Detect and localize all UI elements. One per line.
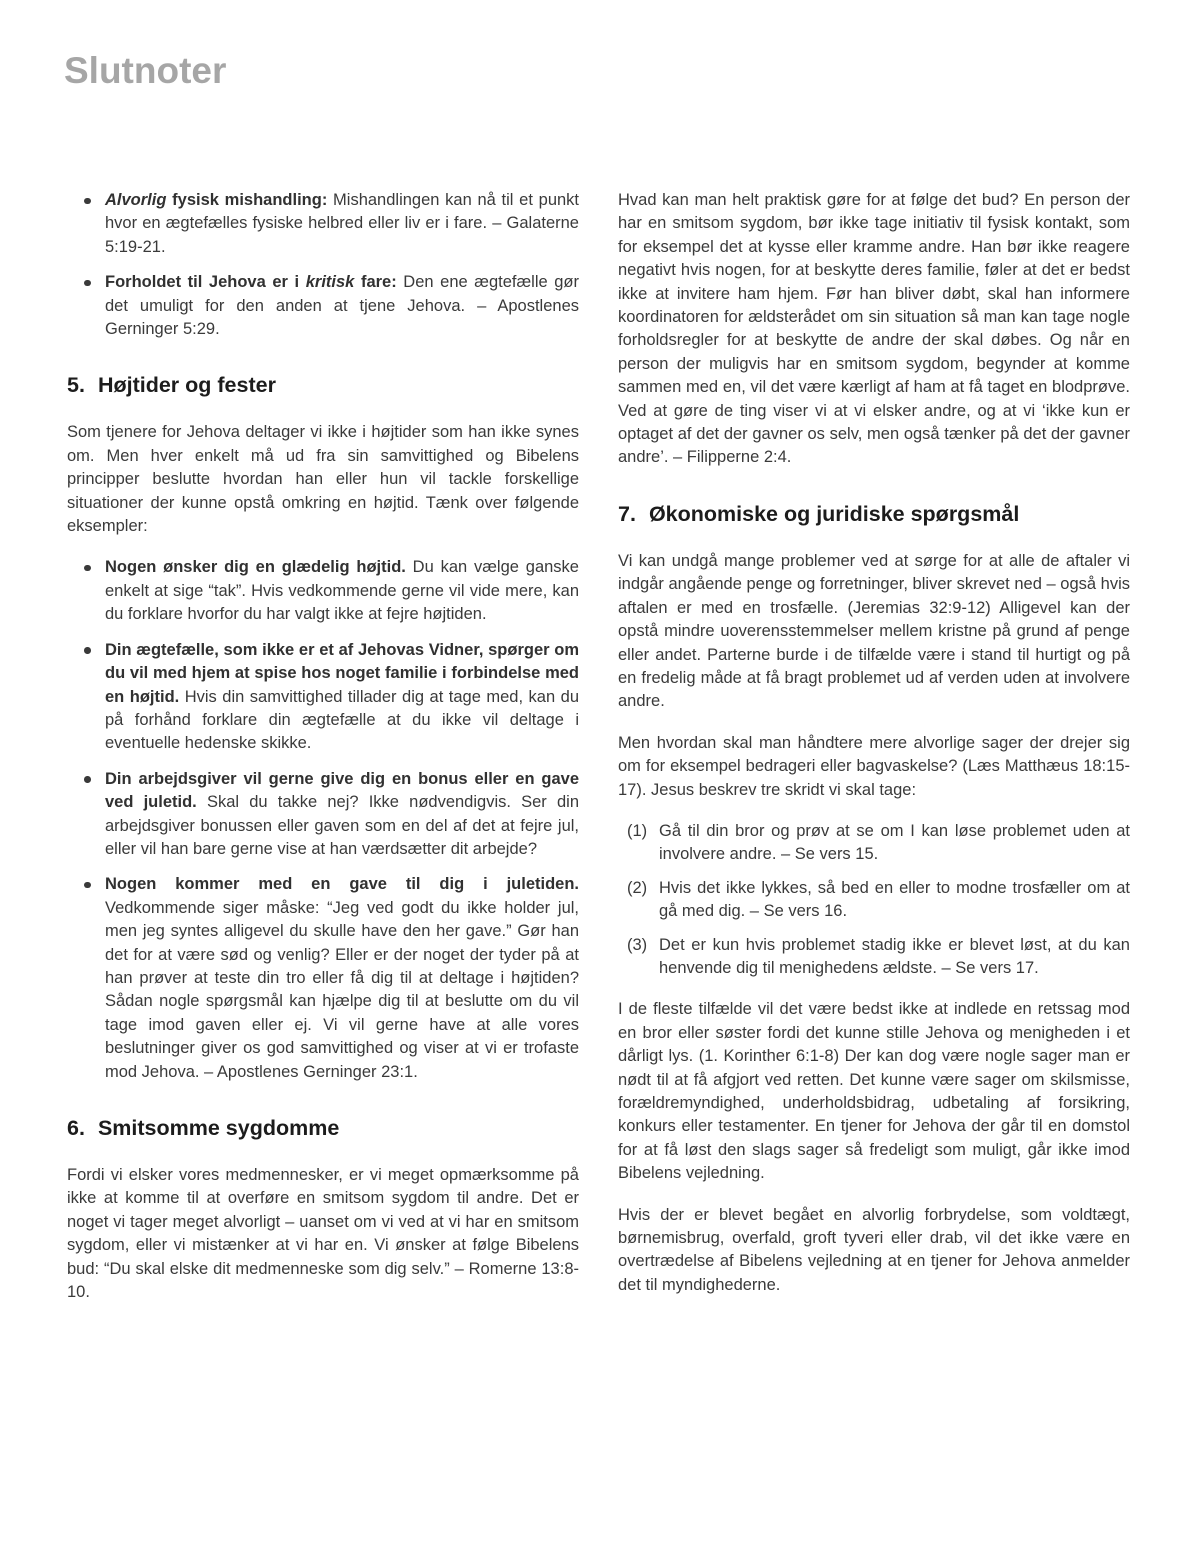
- paragraph: Vi kan undgå mange problemer ved at sørge for at alle de aftaler vi indgår angående penge og forretninger, bliver skrevet ned – også hvis aftalen er med en trosfælle. (Jeremias 32:9-12) Alligevel kan der opstå mindre uoverensstemmelser mellem kristne på grund af penge eller andet. Parterne burde i de tilfælde være i stand til hurtigt og på en fredelig måde at få bragt problemet ud af verden uden at involvere andre.: [618, 551, 1130, 711]
- bullet-text: [105, 768, 579, 862]
- paragraph: Hvad kan man helt praktisk gøre for at følge det bud? En person der har en smitsom sygdom, bør ikke tage initiativ til fysisk kontakt, som for eksempel det at kysse eller kramme andre. Han bør ikke reagere negativt hvis nogen, for at beskytte deres familie, føler at det er bedst ikke at invitere ham hjem. Før han bliver døbt, skal han informere koordinatoren for ældsterådet om sin situation så man kan tage nogle forholdsregler for at beskytte de andre der skal døbes. Og når en person der muligvis har en smitsom sygdom, begynder at komme sammen med en, vil det være kærligt af ham at få taget en blodprøve. Ved at gøre de ting viser vi at vi elsker andre, og at vi ‘ikke kun er optaget af det der gavner os selv, men også tænker på det der gavner andre’. – Filipperne 2:4.: [618, 191, 1130, 467]
- section-number: 6.: [67, 1116, 85, 1140]
- bullet-body: Den ene ægtefælle gør det umuligt for den anden at tjene Jehova. – Apostlenes Gerninger 5:29.: [105, 273, 579, 339]
- bullet-lead: fysisk mishandling:: [166, 191, 328, 209]
- step-text: Gå til din bror og prøv at se om I kan løse problemet uden at involvere andre. – Se vers 15.: [659, 821, 1130, 864]
- list-item: [67, 556, 579, 626]
- step-text: Hvis det ikke lykkes, så bed en eller to modne trosfæller om at gå med dig. – Se vers 16.: [659, 878, 1130, 921]
- section-heading-6: [67, 1114, 579, 1142]
- paragraph: Fordi vi elsker vores medmennesker, er vi meget opmærksomme på ikke at komme til at overføre en smitsom sygdom til andre. Det er noget vi tager meget alvorligt – uanset om vi ved at vi har en smitsom sygdom, eller vi mistænker at vi har en. Vi ønsker at følge Bibelens bud: “Du skal elske dit medmenneske som dig selv.” – Romerne 13:8-10.: [67, 1166, 579, 1302]
- bullet-lead: Din ægtefælle, som ikke er et af Jehovas Vidner, spørger om du vil med hjem at spise hos noget familie i forbindelse med en højtid.: [105, 640, 579, 706]
- bullet-body: Hvis din samvittighed tillader dig at tage med, kan du på forhånd forklare din ægtefælle at du ikke vil deltage i eventuelle hedenske skikke.: [105, 687, 579, 753]
- bullet-icon: [84, 647, 91, 654]
- section-number: 7.: [618, 501, 636, 526]
- section-title: Højtider og fester: [97, 373, 276, 398]
- paragraph: Hvis der er blevet begået en alvorlig forbrydelse, som voldtægt, børnemisbrug, overfald, groft tyveri eller drab, vil det ikke være en overtrædelse af Bibelens vejledning at en tjener for Jehova anmelder det til myndighederne.: [618, 1205, 1130, 1294]
- bullet-lead: Nogen kommer med en gave til dig i juletiden.: [105, 875, 579, 894]
- bullet-icon: [84, 280, 91, 287]
- section-title: Økonomiske og juridiske spørgsmål: [648, 501, 1020, 526]
- left-column: [67, 189, 579, 1304]
- bullet-body: Skal du takke nej? Ikke nødvendigvis. Ser din arbejdsgiver bonussen eller gaven som en del af det at fejre jul, eller vil han bare gerne vise at han værdsætter dit arbejde?: [105, 793, 579, 858]
- section-heading-5: [67, 371, 579, 399]
- examples-bullet-list: [67, 556, 579, 1084]
- step-number: (2): [627, 878, 648, 897]
- bullet-lead: Forholdet til Jehova er i: [105, 273, 306, 292]
- list-item: [67, 271, 579, 341]
- bullet-lead: fare:: [354, 273, 397, 292]
- bullet-icon: [84, 198, 91, 205]
- section-heading-7: [618, 500, 1130, 528]
- bullet-lead-italic: kritisk: [305, 273, 355, 292]
- bullet-icon: [84, 882, 91, 889]
- bullet-text: [105, 556, 579, 626]
- bullet-icon: [84, 565, 91, 572]
- paragraph: I de fleste tilfælde vil det være bedst ikke at indlede en retssag mod en bror eller søster fordi det kunne stille Jehova og menigheden i et dårligt lys. (1. Korinther 6:1-8) Der kan dog være nogle sager man er nødt til at få afgjort ved retten. Det kunne være sager om skilsmisse, forældremyndighed, underholdsbidrag, udbetaling af forsikring, konkurs eller testamenter. En tjener for Jehova der går til en domstol for at få løst den slags sager så fredeligt som muligt, går ikke imod Bibelens vejledning.: [618, 1000, 1130, 1183]
- bullet-body: Du kan vælge ganske enkelt at sige “tak”. Hvis vedkommende gerne vil vide mere, kan du forklare hvorfor du har valgt ikke at fejre højtiden.: [105, 558, 579, 624]
- bullet-text: [105, 639, 579, 756]
- bullet-icon: [84, 776, 91, 783]
- list-item: [67, 768, 579, 862]
- step-number: (1): [627, 821, 648, 840]
- list-item: [67, 873, 579, 1084]
- list-item: [67, 189, 579, 259]
- bullet-text: [105, 873, 579, 1084]
- step-item: [618, 820, 1130, 867]
- bullet-text: [105, 189, 579, 259]
- right-column: [618, 189, 1130, 1297]
- content-columns: [67, 189, 1130, 1304]
- bullet-body: Vedkommende siger måske: “Jeg ved godt du ikke holder jul, men jeg syntes alligevel du skulle have den her gave.” Gør han det for at være sød og venlig? Eller er der noget der tyder på at han prøver at teste din tro eller få dig til at deltage i højtiden? Sådan nogle spørgsmål kan hjælpe dig til at beslutte om du vil tage imod gaven eller ej. Vi vil gerne have at alle vores beslutninger giver os god samvittighed og viser at vi er trofaste mod Jehova. – Apostlenes Gerninger 23:1.: [105, 898, 579, 1081]
- paragraph: Men hvordan skal man håndtere mere alvorlige sager der drejer sig om for eksempel bedrageri eller bagvaskelse? (Læs Matthæus 18:15-17). Jesus beskrev tre skridt vi skal tage:: [618, 733, 1130, 799]
- bullet-body: Mishandlingen kan nå til et punkt hvor en ægtefælles fysiske helbred eller liv er i fare. – Galaterne 5:19-21.: [105, 191, 580, 256]
- bullet-text: [105, 271, 579, 341]
- bullet-lead: Nogen ønsker dig en glædelig højtid.: [105, 558, 406, 577]
- step-text: Det er kun hvis problemet stadig ikke er blevet løst, at du kan henvende dig til menighedens ældste. – Se vers 17.: [659, 935, 1130, 977]
- numbered-step-list: [618, 820, 1130, 980]
- section-title: Smitsomme sygdomme: [97, 1116, 340, 1140]
- bullet-lead-italic: Alvorlig: [105, 191, 167, 209]
- page-title: Slutnoter: [64, 50, 227, 91]
- warning-bullet-list: [67, 189, 579, 341]
- step-number: (3): [627, 935, 648, 954]
- section-number: 5.: [67, 373, 85, 398]
- step-item: [618, 877, 1130, 924]
- step-item: [618, 934, 1130, 981]
- bullet-lead: Din arbejdsgiver vil gerne give dig en bonus eller en gave ved juletid.: [105, 769, 579, 812]
- paragraph: Som tjenere for Jehova deltager vi ikke i højtider som han ikke synes om. Men hver enkelt må ud fra sin samvittighed og Bibelens principper beslutte hvordan han eller hun vil tackle forskellige situationer der kunne opstå omkring en højtid. Tænk over følgende eksempler:: [67, 423, 579, 536]
- list-item: [67, 639, 579, 756]
